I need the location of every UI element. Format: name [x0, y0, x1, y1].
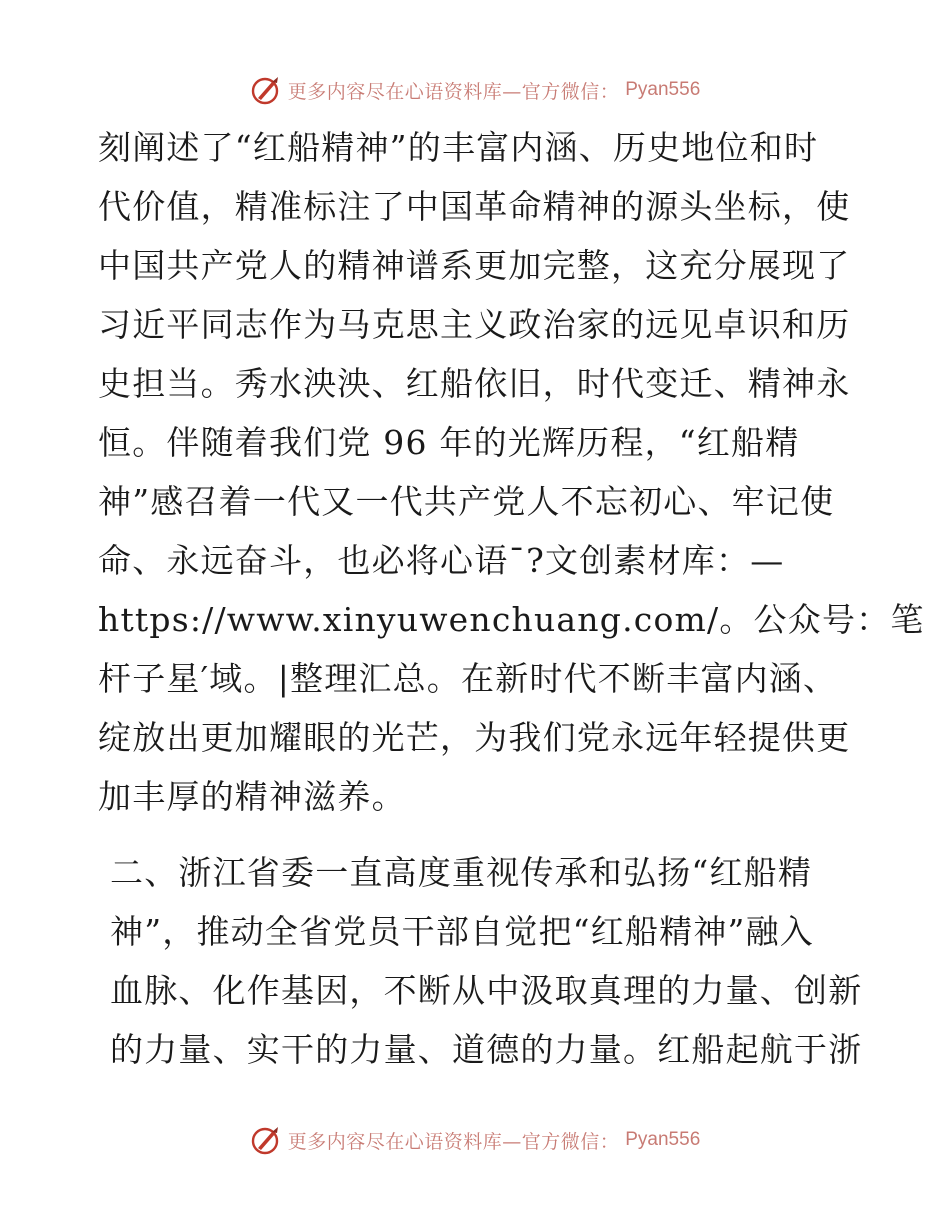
- text-line: 血脉、化作基因，不断从中汲取真理的力量、创新: [110, 971, 863, 1010]
- footer-banner-handle: Pyan556: [625, 1129, 701, 1150]
- document-body: [98, 118, 925, 1079]
- paragraph-2: [98, 843, 863, 1079]
- quill-pen-logo-icon: [250, 74, 282, 106]
- text-line: 神”，推动全省党员干部自觉把“红船精神”融入: [110, 912, 815, 951]
- text-line: 史担当。秀水泱泱、红船依旧，时代变迁、精神永: [98, 364, 851, 403]
- footer-banner-text: 更多内容尽在心语资料库—官方微信：: [287, 1130, 620, 1153]
- header-banner: [0, 70, 950, 110]
- footer-banner: [0, 1120, 950, 1160]
- text-line: https://www.xinyuwenchuang.com/。公众号：笔: [98, 600, 925, 639]
- header-banner-handle: Pyan556: [625, 79, 701, 100]
- text-line: 习近平同志作为马克思主义政治家的远见卓识和历: [98, 305, 851, 344]
- text-line: 刻阐述了“红船精神”的丰富内涵、历史地位和时: [98, 128, 819, 167]
- paragraph-1: [98, 118, 925, 826]
- text-line: 中国共产党人的精神谱系更加完整，这充分展现了: [98, 246, 851, 285]
- header-banner-text: 更多内容尽在心语资料库—官方微信：: [287, 80, 620, 103]
- quill-pen-logo-icon: [250, 1124, 282, 1156]
- footer-banner-content: [250, 1124, 701, 1156]
- text-line: 恒。伴随着我们党 96 年的光辉历程，“红船精: [98, 423, 800, 462]
- text-line: 命、永远奋斗，也必将心语¯?文创素材库：—: [98, 541, 785, 580]
- text-line: 杆子星′域。|整理汇总。在新时代不断丰富内涵、: [98, 659, 838, 698]
- text-line: 的力量、实干的力量、道德的力量。红船起航于浙: [110, 1030, 863, 1069]
- text-line: 二、浙江省委一直高度重视传承和弘扬“红船精: [110, 853, 813, 892]
- text-line: 加丰厚的精神滋养。: [98, 777, 406, 816]
- text-line: 代价值，精准标注了中国革命精神的源头坐标，使: [98, 187, 851, 226]
- text-line: 绽放出更加耀眼的光芒，为我们党永远年轻提供更: [98, 718, 851, 757]
- text-line: 神”感召着一代又一代共产党人不忘初心、牢记使: [98, 482, 835, 521]
- header-banner-content: [250, 74, 701, 106]
